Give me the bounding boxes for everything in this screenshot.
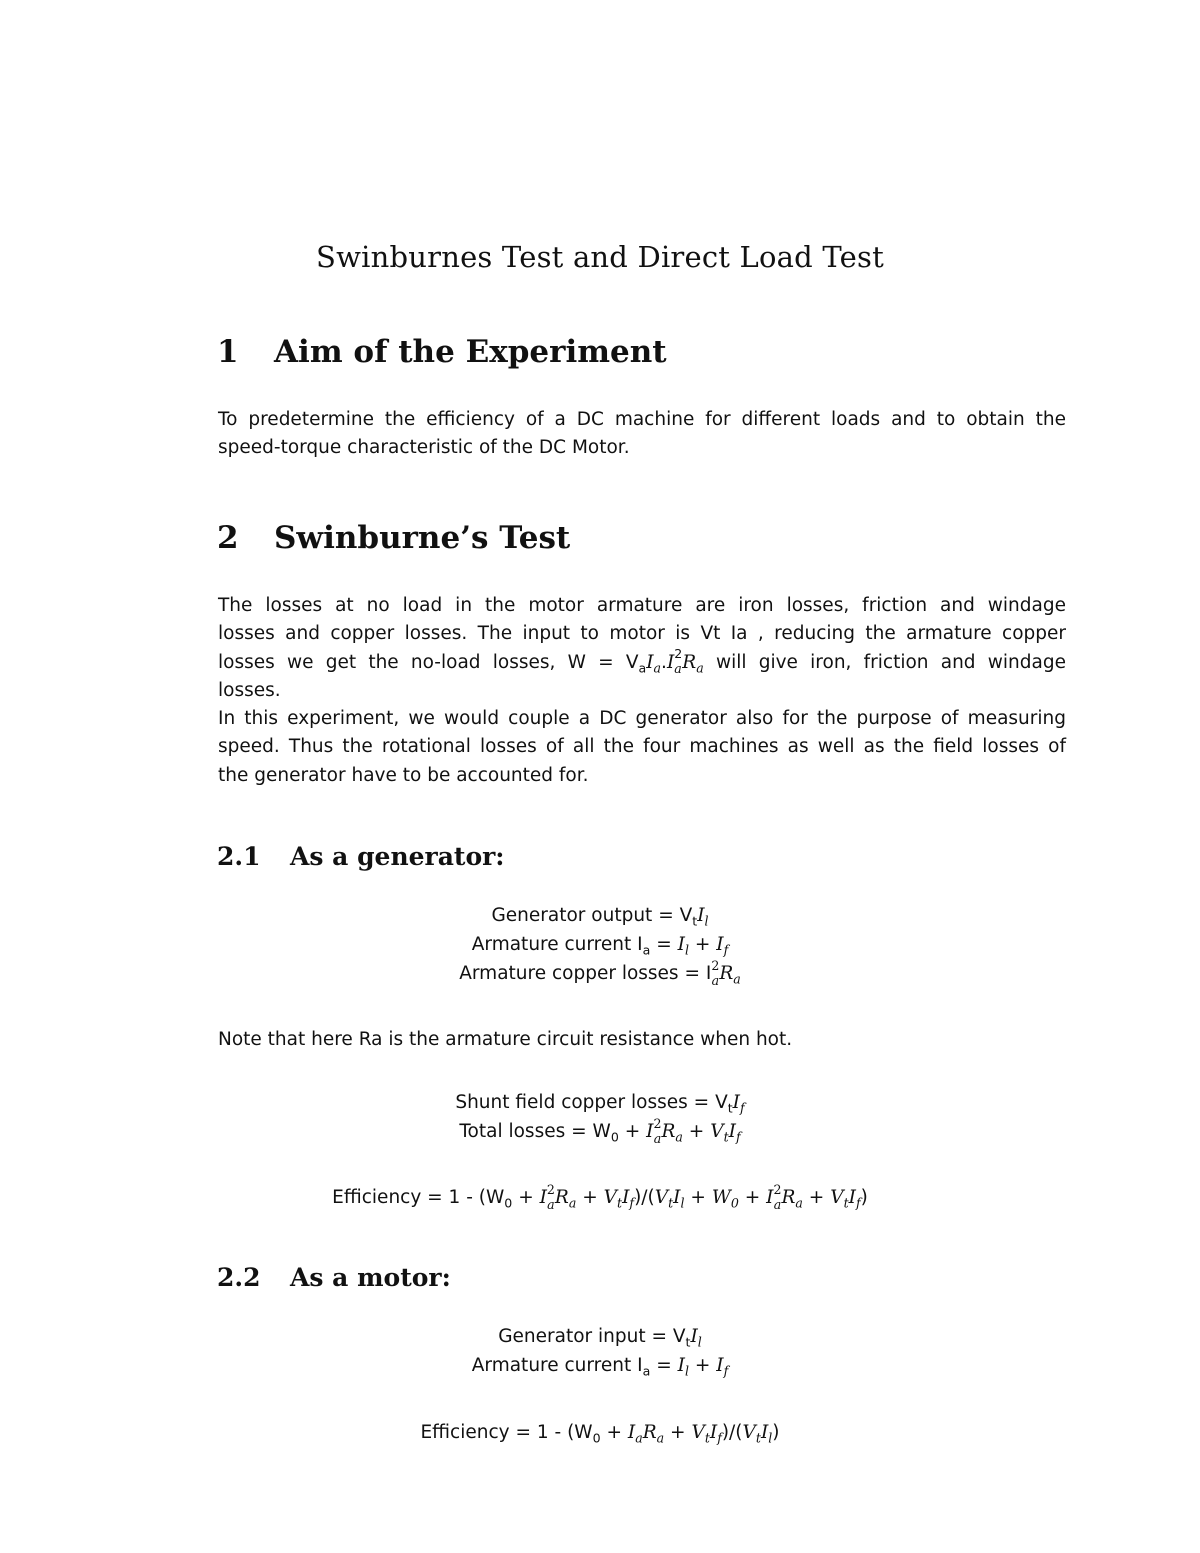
generator-efficiency-equation <box>0 1183 1200 1212</box>
section-title: Swinburne’s Test <box>274 520 571 556</box>
paragraph-line: the generator have to be accounted for. <box>218 764 589 786</box>
section-1-paragraph <box>218 406 1066 463</box>
section-number: 2 <box>217 520 239 556</box>
paragraph-line: speed-torque characteristic of the DC Motor. <box>218 437 630 459</box>
losses-equations <box>0 1088 1200 1146</box>
equation-armature-current: Armature current $I_a = I_l + I_f$ <box>471 934 729 958</box>
note-line: Note that here Ra is the armature circuit resistance when hot. <box>218 1029 793 1050</box>
section-2-heading <box>217 520 570 556</box>
formula-lead-text: losses we get the no-load losses, W = V <box>218 651 639 673</box>
subsection-number: 2.1 <box>217 842 261 871</box>
equation-motor-efficiency: Efficiency = $1 - (W_0 + I_aR_a + V_tI_f)/(V_tI_l)$ <box>420 1422 780 1446</box>
paragraph-line: speed. Thus the rotational losses of all the four machines as well as the field losses of <box>218 736 1066 758</box>
equation-generator-input: Generator input = $V_tI_l$ <box>498 1326 702 1350</box>
paragraph-line: losses and copper losses. The input to motor is Vt Ia , reducing the armature copper <box>218 623 1066 645</box>
paragraph-line: In this experiment, we would couple a DC generator also for the purpose of measuring <box>218 708 1066 730</box>
motor-efficiency-equation <box>0 1418 1200 1447</box>
paragraph-line-with-formula: losses we get the no-load losses, $W = V_aI_a.I$ 2 a $R_a$ will give iron, friction and windage <box>218 646 1066 677</box>
subsection-2-2-heading <box>217 1263 451 1292</box>
motor-equations <box>0 1322 1200 1380</box>
equation-armature-current: Armature current $I_a = I_l + I_f$ <box>471 1355 729 1379</box>
section-1-heading <box>217 334 667 370</box>
subsection-title: As a generator: <box>290 842 505 871</box>
equation-generator-efficiency: Efficiency = $1 - (W_0 + I$ 2 a $R_a + V_tI_f)/(V_tI_l + W_0 + I$ 2 a $R_a + V_tI_f$) <box>332 1181 868 1212</box>
hot-resistance-note <box>218 1026 1066 1054</box>
paragraph-line: losses. <box>218 679 281 701</box>
section-2-paragraph <box>218 592 1066 790</box>
subsection-title: As a motor: <box>290 1263 451 1292</box>
equation-generator-output: Generator output = $V_tI_l$ <box>491 905 709 929</box>
formula-tail-text: will give iron, friction and windage <box>715 651 1066 673</box>
equation-shunt-field-losses: Shunt field copper losses = $V_tI_f$ <box>455 1092 745 1116</box>
paragraph-line: To predetermine the efficiency of a DC machine for different loads and to obtain the <box>218 409 1066 430</box>
section-title: Aim of the Experiment <box>274 334 667 370</box>
section-number: 1 <box>217 334 239 370</box>
document-title: Swinburnes Test and Direct Load Test <box>316 240 884 274</box>
subsection-2-1-heading <box>217 842 505 871</box>
subsection-number: 2.2 <box>217 1263 261 1292</box>
equation-armature-copper-losses: Armature copper losses = I 2 a $R_a$ <box>459 957 741 988</box>
paragraph-line: The losses at no load in the motor armature are iron losses, friction and windage <box>218 595 1066 616</box>
generator-equations <box>0 901 1200 988</box>
equation-total-losses: Total losses = $W_0 + I$ 2 a $R_a + V_tI_f$ <box>459 1115 741 1146</box>
